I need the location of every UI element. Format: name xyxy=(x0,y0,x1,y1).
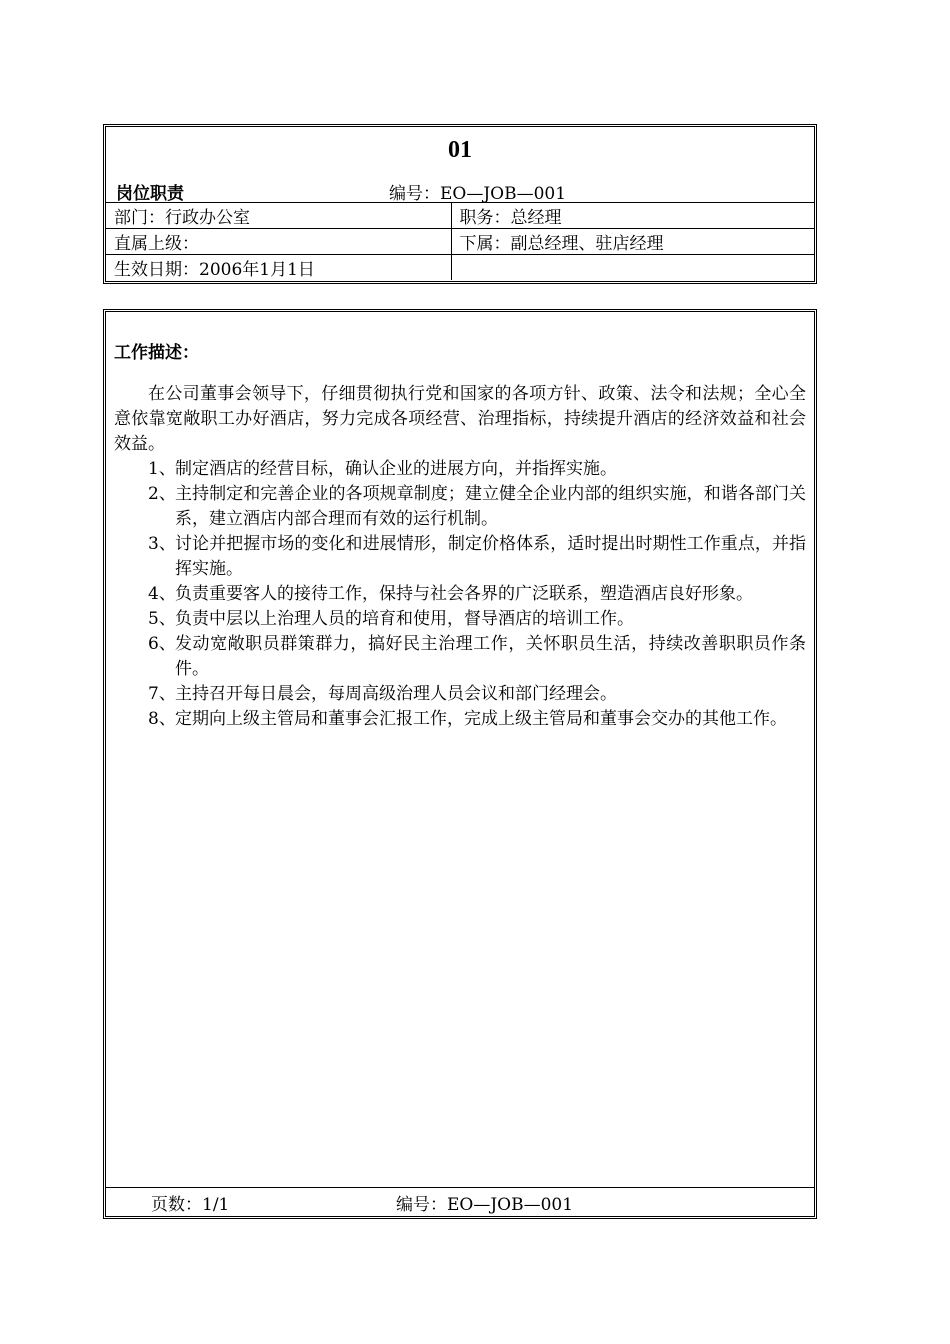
section-title: 工作描述： xyxy=(114,343,199,363)
document-title: 岗位职责 xyxy=(116,184,184,204)
page-count: 页数：1/1 xyxy=(151,1195,230,1215)
duty-text: 主持召开每日晨会，每周高级治理人员会议和部门经理会。 xyxy=(175,684,617,704)
duty-text: 定期向上级主管局和董事会汇报工作，完成上级主管局和董事会交办的其他工作。 xyxy=(175,709,787,729)
duty-number: 8、 xyxy=(148,709,176,729)
duty-text: 讨论并把握市场的变化和进展情形，制定价格体系，适时提出时期性工作重点，并指挥实施。 xyxy=(175,534,806,579)
duty-text: 发动宽敞职员群策群力，搞好民主治理工作，关怀职员生活，持续改善职职员作条件。 xyxy=(175,634,806,679)
duty-number: 3、 xyxy=(148,534,176,554)
duty-list xyxy=(114,457,806,732)
duty-text: 负责中层以上治理人员的培育和使用，督导酒店的培训工作。 xyxy=(175,609,634,629)
list-item xyxy=(114,482,806,532)
duty-text: 负责重要客人的接待工作，保持与社会各界的广泛联系，塑造酒店良好形象。 xyxy=(175,584,753,604)
job-description-box xyxy=(103,309,817,1219)
footer-row xyxy=(106,1187,814,1216)
list-item xyxy=(114,582,806,607)
superior-cell: 直属上级： xyxy=(106,229,451,255)
list-item xyxy=(114,532,806,582)
department-cell: 部门：行政办公室 xyxy=(106,203,451,229)
intro-paragraph: 在公司董事会领导下，仔细贯彻执行党和国家的各项方针、政策、法令和法规；全心全意依靠宽敞职工办好酒店，努力完成各项经营、治理指标，持续提升酒店的经济效益和社会效益。 xyxy=(114,384,806,454)
duty-number: 6、 xyxy=(148,634,176,654)
effective-date-cell: 生效日期：2006年1月1日 xyxy=(106,255,451,281)
list-item xyxy=(114,607,806,632)
job-info-table xyxy=(106,202,814,280)
duty-number: 5、 xyxy=(148,609,176,629)
info-row xyxy=(106,203,814,229)
duty-number: 2、 xyxy=(148,484,176,504)
document-code: 编号：EO—JOB—001 xyxy=(389,184,567,204)
position-cell: 职务：总经理 xyxy=(451,203,814,229)
job-header-box xyxy=(103,124,817,284)
document-number: 01 xyxy=(448,137,472,163)
duty-text: 主持制定和完善企业的各项规章制度；建立健全企业内部的组织实施，和谐各部门关系，建立酒店内部合理而有效的运行机制。 xyxy=(175,484,806,529)
subordinates-cell: 下属：副总经理、驻店经理 xyxy=(451,229,814,255)
info-row xyxy=(106,255,814,281)
list-item xyxy=(114,682,806,707)
duty-text: 制定酒店的经营目标，确认企业的进展方向，并指挥实施。 xyxy=(175,459,617,479)
duty-number: 7、 xyxy=(148,684,176,704)
duty-number: 4、 xyxy=(148,584,176,604)
info-row xyxy=(106,229,814,255)
footer-document-code: 编号：EO—JOB—001 xyxy=(396,1195,574,1215)
duty-number: 1、 xyxy=(148,459,176,479)
empty-cell xyxy=(451,255,814,281)
list-item xyxy=(114,457,806,482)
list-item xyxy=(114,707,806,732)
list-item xyxy=(114,632,806,682)
